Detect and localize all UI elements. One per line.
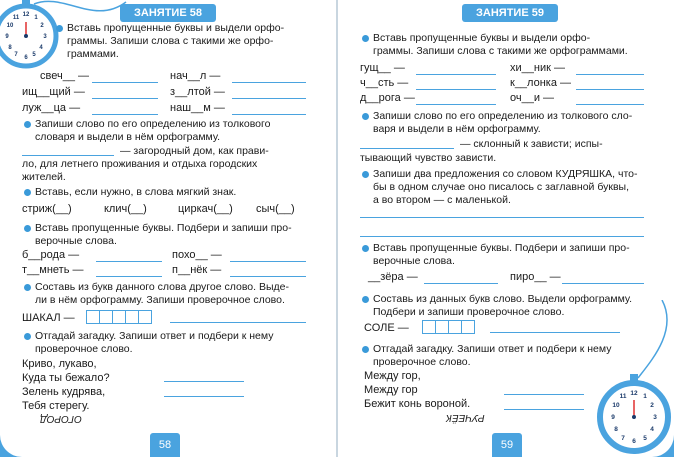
answer-line[interactable]	[562, 283, 644, 284]
answer-line[interactable]	[92, 114, 158, 115]
letter-boxes[interactable]	[422, 320, 474, 333]
task-text: Запиши два предложения со словом КУДРЯШКА, что-	[373, 168, 638, 180]
answer-line[interactable]	[576, 104, 644, 105]
answer-line[interactable]	[576, 74, 644, 75]
riddle-answer-upside-down: ОГОРОД	[40, 413, 82, 424]
right-page	[338, 0, 674, 457]
svg-text:11: 11	[619, 393, 627, 400]
riddle-line: Криво, лукаво,	[22, 358, 97, 370]
bullet-icon	[24, 189, 31, 196]
svg-text:3: 3	[43, 34, 47, 40]
svg-text:4: 4	[650, 426, 654, 433]
word-item: свеч__ —	[40, 70, 89, 82]
answer-line[interactable]	[576, 89, 644, 90]
answer-line[interactable]	[96, 276, 162, 277]
word-item: хи__ник —	[510, 62, 565, 74]
bullet-icon	[24, 333, 31, 340]
bullet-icon	[56, 25, 63, 32]
task-text: Запиши слово по его определению из толкового	[35, 118, 271, 130]
bullet-icon	[362, 296, 369, 303]
svg-text:1: 1	[34, 15, 38, 21]
svg-text:8: 8	[8, 45, 12, 51]
svg-text:2: 2	[40, 23, 44, 29]
task-text: ли в нём орфограмму. Запиши проверочное слово.	[35, 294, 285, 306]
answer-line[interactable]	[424, 283, 498, 284]
svg-text:10: 10	[6, 23, 14, 29]
riddle-line: Тебя стерегу.	[22, 400, 90, 412]
word-item: луж__ца —	[22, 102, 81, 114]
answer-line[interactable]	[230, 261, 306, 262]
definition-text: ло, для летнего проживания и отдыха городских	[22, 158, 258, 170]
answer-line[interactable]	[504, 394, 584, 395]
svg-text:9: 9	[611, 414, 615, 421]
bullet-icon	[362, 113, 369, 120]
word-item: б__рода —	[22, 249, 80, 261]
task-text: проверочное слово.	[35, 343, 133, 355]
word-item: стриж(__)	[22, 203, 72, 215]
lesson-title-58: ЗАНЯТИЕ 58	[120, 4, 216, 22]
answer-line[interactable]	[232, 82, 306, 83]
lesson-title-59: ЗАНЯТИЕ 59	[462, 4, 558, 22]
task-text: проверочное слово.	[373, 356, 471, 368]
word-item: т__мнеть —	[22, 264, 84, 276]
definition-text: тывающий чувство зависти.	[360, 152, 497, 164]
task-text: верочные слова.	[35, 235, 117, 247]
given-word: ШАКАЛ —	[22, 312, 75, 324]
page-number-58: 58	[150, 433, 180, 457]
word-item: оч__и —	[510, 92, 555, 104]
task-text: варя и выдели в нём орфограмму.	[373, 123, 541, 135]
svg-text:9: 9	[5, 34, 9, 40]
svg-text:4: 4	[39, 45, 43, 51]
answer-line[interactable]	[230, 276, 306, 277]
word-item: ч__сть —	[360, 77, 409, 89]
word-item: циркач(__)	[178, 203, 233, 215]
answer-line[interactable]	[92, 82, 158, 83]
task-text: словаря и выдели в нём орфограмму.	[35, 131, 221, 143]
word-item: клич(__)	[104, 203, 147, 215]
word-item: наш__м —	[170, 102, 225, 114]
given-word: СОЛЕ —	[364, 322, 409, 334]
word-item: к__лонка —	[510, 77, 572, 89]
word-item: ищ__щий —	[22, 86, 85, 98]
answer-line[interactable]	[164, 396, 244, 397]
riddle-line: Между гор	[364, 384, 418, 396]
task-text: граммы. Запиши слова с такими же орфограммами.	[373, 45, 628, 57]
svg-text:8: 8	[614, 426, 618, 433]
answer-line[interactable]	[22, 155, 114, 156]
bullet-icon	[362, 346, 369, 353]
answer-line[interactable]	[360, 236, 644, 237]
svg-text:11: 11	[12, 15, 20, 21]
task-text: Отгадай загадку. Запиши ответ и подбери к нему	[373, 343, 612, 355]
task-text: Отгадай загадку. Запиши ответ и подбери к нему	[35, 330, 274, 342]
task-text: Вставь пропущенные буквы. Подбери и запиши про-	[35, 222, 292, 234]
definition-text: жителей.	[22, 171, 66, 183]
word-item: гущ__ —	[360, 62, 405, 74]
task-text: бы в одном случае оно писалось с заглавной буквы,	[373, 181, 629, 193]
word-item: п__нёк —	[172, 264, 222, 276]
task-text: Вставь, если нужно, в слова мягкий знак.	[35, 186, 237, 198]
task-text: Вставь пропущенные буквы. Подбери и запиши про-	[373, 242, 630, 254]
word-item: сыч(__)	[256, 203, 295, 215]
svg-text:7: 7	[14, 52, 18, 58]
task-text: Вставь пропущенные буквы и выдели орфо-	[373, 32, 591, 44]
riddle-line: Между гор,	[364, 370, 421, 382]
riddle-line: Куда ты бежало?	[22, 372, 110, 384]
page-number-59: 59	[492, 433, 522, 457]
answer-line[interactable]	[96, 261, 162, 262]
definition-text: — склонный к зависти; испы-	[460, 138, 603, 150]
task-text: верочные слова.	[373, 255, 455, 267]
svg-text:1: 1	[643, 393, 647, 400]
answer-line[interactable]	[232, 98, 306, 99]
letter-boxes[interactable]	[86, 310, 151, 323]
definition-text: — загородный дом, как прави-	[120, 145, 269, 157]
word-item: похо__ —	[172, 249, 222, 261]
riddle-answer-upside-down: РУЧЕЁК	[446, 412, 485, 423]
answer-line[interactable]	[164, 381, 244, 382]
svg-text:6: 6	[24, 55, 28, 61]
answer-line[interactable]	[504, 409, 584, 410]
answer-line[interactable]	[416, 104, 496, 105]
svg-text:2: 2	[650, 402, 654, 409]
riddle-line: Зелень кудрява,	[22, 386, 106, 398]
bullet-icon	[24, 225, 31, 232]
word-item: з__лтой —	[170, 86, 225, 98]
task-text: граммы. Запиши слова с такими же орфо-	[67, 35, 274, 47]
task-text: граммами.	[67, 48, 119, 60]
answer-line[interactable]	[416, 74, 496, 75]
word-item: нач__л —	[170, 70, 221, 82]
answer-line[interactable]	[416, 89, 496, 90]
bullet-icon	[362, 245, 369, 252]
bullet-icon	[362, 171, 369, 178]
svg-text:10: 10	[612, 402, 620, 409]
svg-text:12: 12	[630, 390, 638, 397]
svg-text:6: 6	[632, 438, 636, 445]
word-item: __зёра —	[368, 271, 418, 283]
stopwatch-icon	[592, 300, 674, 457]
answer-line[interactable]	[170, 322, 306, 323]
svg-text:3: 3	[653, 414, 657, 421]
task-text: а во втором — с маленькой.	[373, 194, 511, 206]
left-page	[0, 0, 336, 457]
task-text: Подбери и запиши проверочное слово.	[373, 306, 565, 318]
word-item: пиро__ —	[510, 271, 561, 283]
bullet-icon	[362, 35, 369, 42]
task-text: Вставь пропущенные буквы и выдели орфо-	[67, 22, 285, 34]
svg-text:12: 12	[22, 12, 30, 18]
riddle-line: Бежит конь вороной.	[364, 398, 471, 410]
task-text: Составь из данных букв слово. Выдели орфограмму.	[373, 293, 633, 305]
svg-text:5: 5	[643, 435, 647, 442]
bullet-icon	[24, 121, 31, 128]
svg-text:7: 7	[621, 435, 625, 442]
answer-line[interactable]	[360, 148, 454, 149]
svg-text:5: 5	[32, 52, 36, 58]
task-text: Запиши слово по его определению из толкового сло-	[373, 110, 633, 122]
answer-line[interactable]	[360, 217, 644, 218]
word-item: д__рога —	[360, 92, 415, 104]
answer-line[interactable]	[92, 98, 158, 99]
bullet-icon	[24, 284, 31, 291]
task-text: Составь из букв данного слова другое слово. Выде-	[35, 281, 289, 293]
answer-line[interactable]	[232, 114, 306, 115]
